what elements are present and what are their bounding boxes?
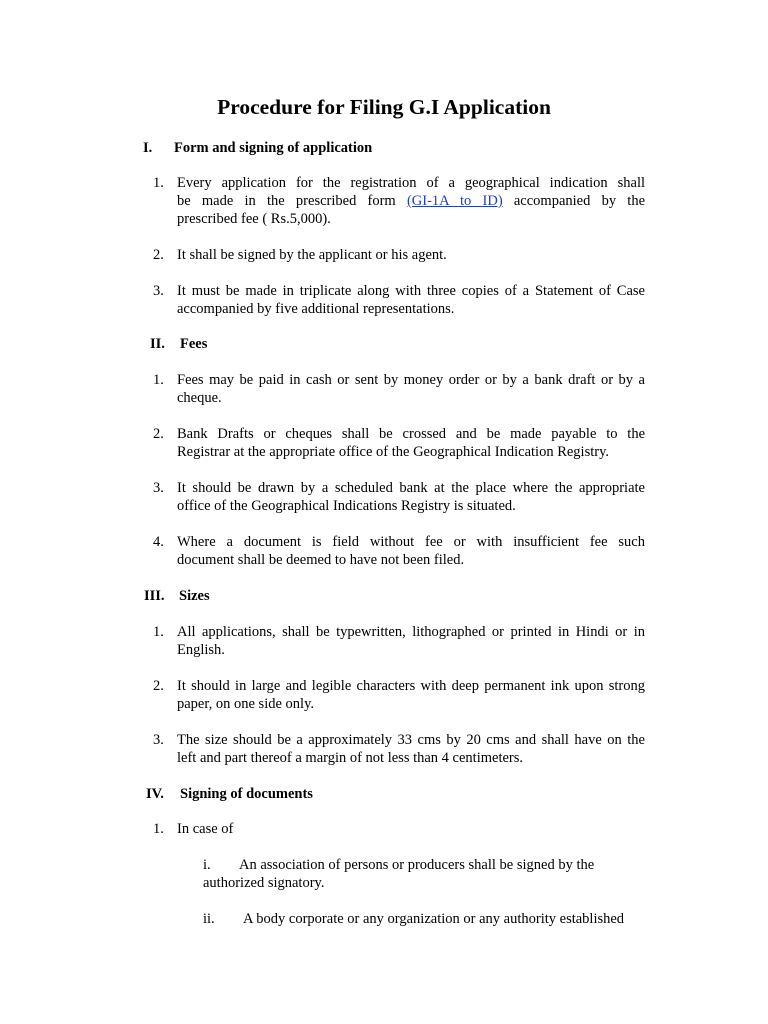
section-heading-fees: II. Fees xyxy=(150,336,208,352)
section-heading-signing-of-documents: IV. Signing of documents xyxy=(146,786,313,802)
form-link-gi-1a-to-id[interactable]: (GI-1A to ID) xyxy=(406,193,503,209)
section-heading-form-and-signing: I. Form and signing of application xyxy=(143,140,373,156)
page-title: Procedure for Filing G.I Application xyxy=(217,95,551,119)
section-heading-sizes: III. Sizes xyxy=(144,588,210,604)
sub-list-item: ii. A body corporate or any organization or any authority established xyxy=(203,911,625,927)
sub-list-item: i. An association of persons or producers shall be signed by the authorized signatory. xyxy=(203,857,595,891)
